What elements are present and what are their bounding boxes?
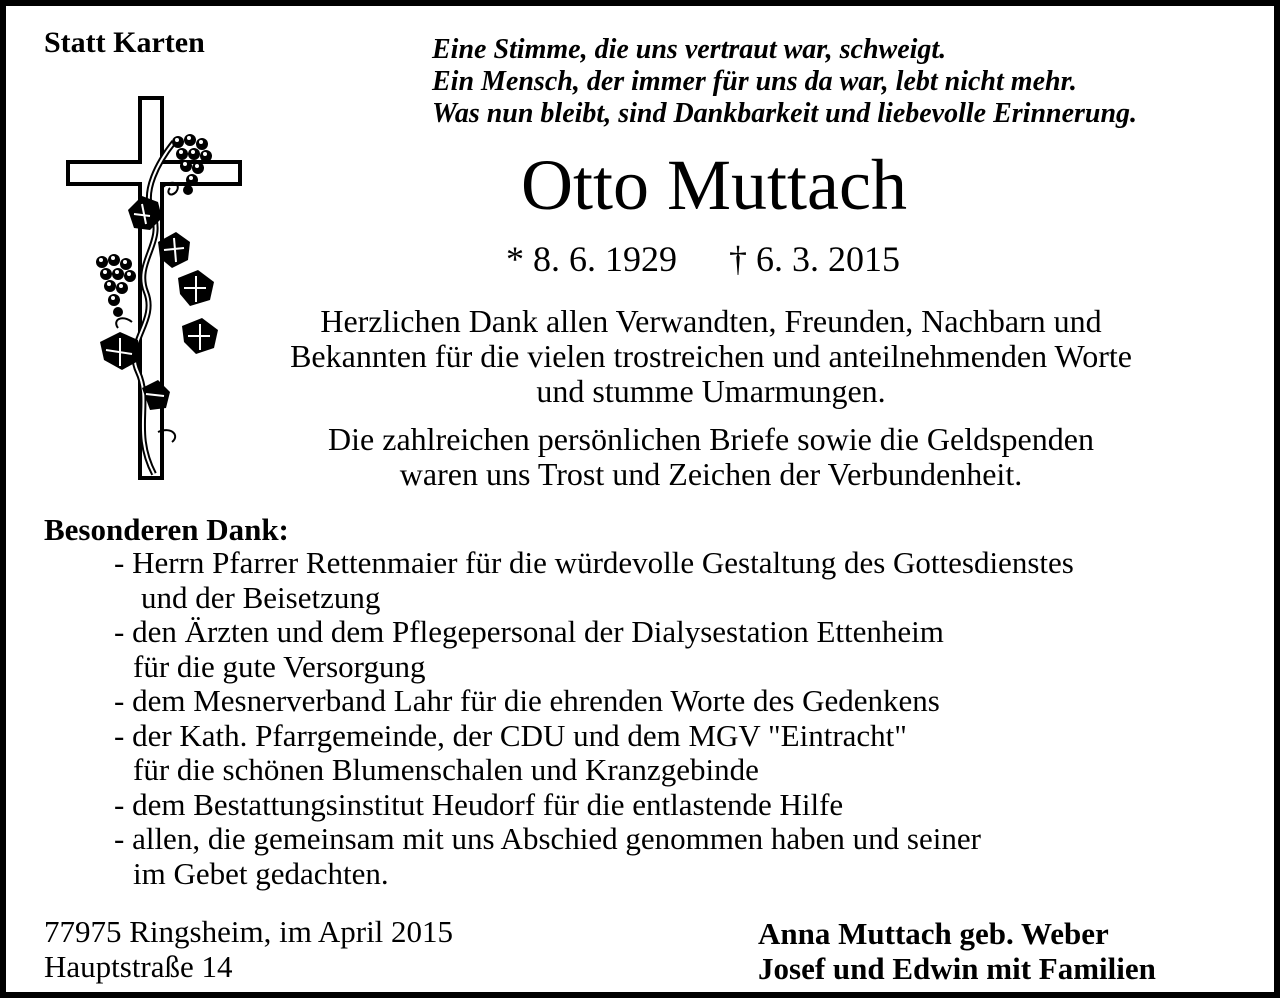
place-date: 77975 Ringsheim, im April 2015 <box>44 914 454 949</box>
birth-date: * 8. 6. 1929 <box>506 239 677 279</box>
thanks-paragraph-2 <box>6 422 1280 492</box>
list-item-continuation: für die schönen Blumenschalen und Kranzgebinde <box>133 752 759 787</box>
quote-line-2: Ein Mensch, der immer für uns da war, lebt nicht mehr. <box>432 66 1077 97</box>
list-item-continuation: und der Beisetzung <box>141 579 381 615</box>
signature-line-2: Josef und Edwin mit Familien <box>758 951 1156 986</box>
list-item: - der Kath. Pfarrgemeinde, der CDU und dem MGV "Eintracht" <box>114 717 907 753</box>
list-item: - den Ärzten und dem Pflegepersonal der Dialysestation Ettenheim <box>114 614 944 649</box>
statt-karten-label: Statt Karten <box>44 26 205 59</box>
thanks-line: Die zahlreichen persönlichen Briefe sowie die Geldspenden <box>328 421 1094 457</box>
list-item: - dem Mesnerverband Lahr für die ehrenden Worte des Gedenkens <box>114 683 940 718</box>
place-and-address <box>44 914 453 984</box>
list-item: - dem Bestattungsinstitut Heudorf für die entlastende Hilfe <box>114 786 844 822</box>
memorial-quote <box>432 34 1137 130</box>
thanks-paragraph-1 <box>6 304 1280 409</box>
special-thanks-heading: Besonderen Dank: <box>44 512 289 547</box>
signatures <box>758 916 1156 986</box>
thanks-line: Bekannten für die vielen trostreichen und anteilnehmenden Worte <box>290 338 1132 374</box>
list-item: - Herrn Pfarrer Rettenmaier für die würdevolle Gestaltung des Gottesdienstes <box>114 545 1074 580</box>
quote-line-3: Was nun bleibt, sind Dankbarkeit und liebevolle Erinnerung. <box>432 98 1138 129</box>
list-item-continuation: für die gute Versorgung <box>133 648 426 684</box>
list-item: - allen, die gemeinsam mit uns Abschied genommen haben und seiner <box>114 821 981 856</box>
thanks-line: Herzlichen Dank allen Verwandten, Freunden, Nachbarn und <box>320 303 1102 339</box>
quote-line-1: Eine Stimme, die uns vertraut war, schweigt. <box>432 34 947 65</box>
death-date: † 6. 3. 2015 <box>729 239 900 279</box>
signature-line-1: Anna Muttach geb. Weber <box>758 916 1109 951</box>
thanks-line: waren uns Trost und Zeichen der Verbundenheit. <box>399 456 1023 492</box>
deceased-name: Otto Muttach <box>521 145 907 225</box>
street-address: Hauptstraße 14 <box>44 949 233 984</box>
list-item-continuation: im Gebet gedachten. <box>133 855 389 891</box>
thanks-line: und stumme Umarmungen. <box>536 373 886 409</box>
special-thanks-list <box>114 546 1074 891</box>
life-dates <box>506 238 900 280</box>
